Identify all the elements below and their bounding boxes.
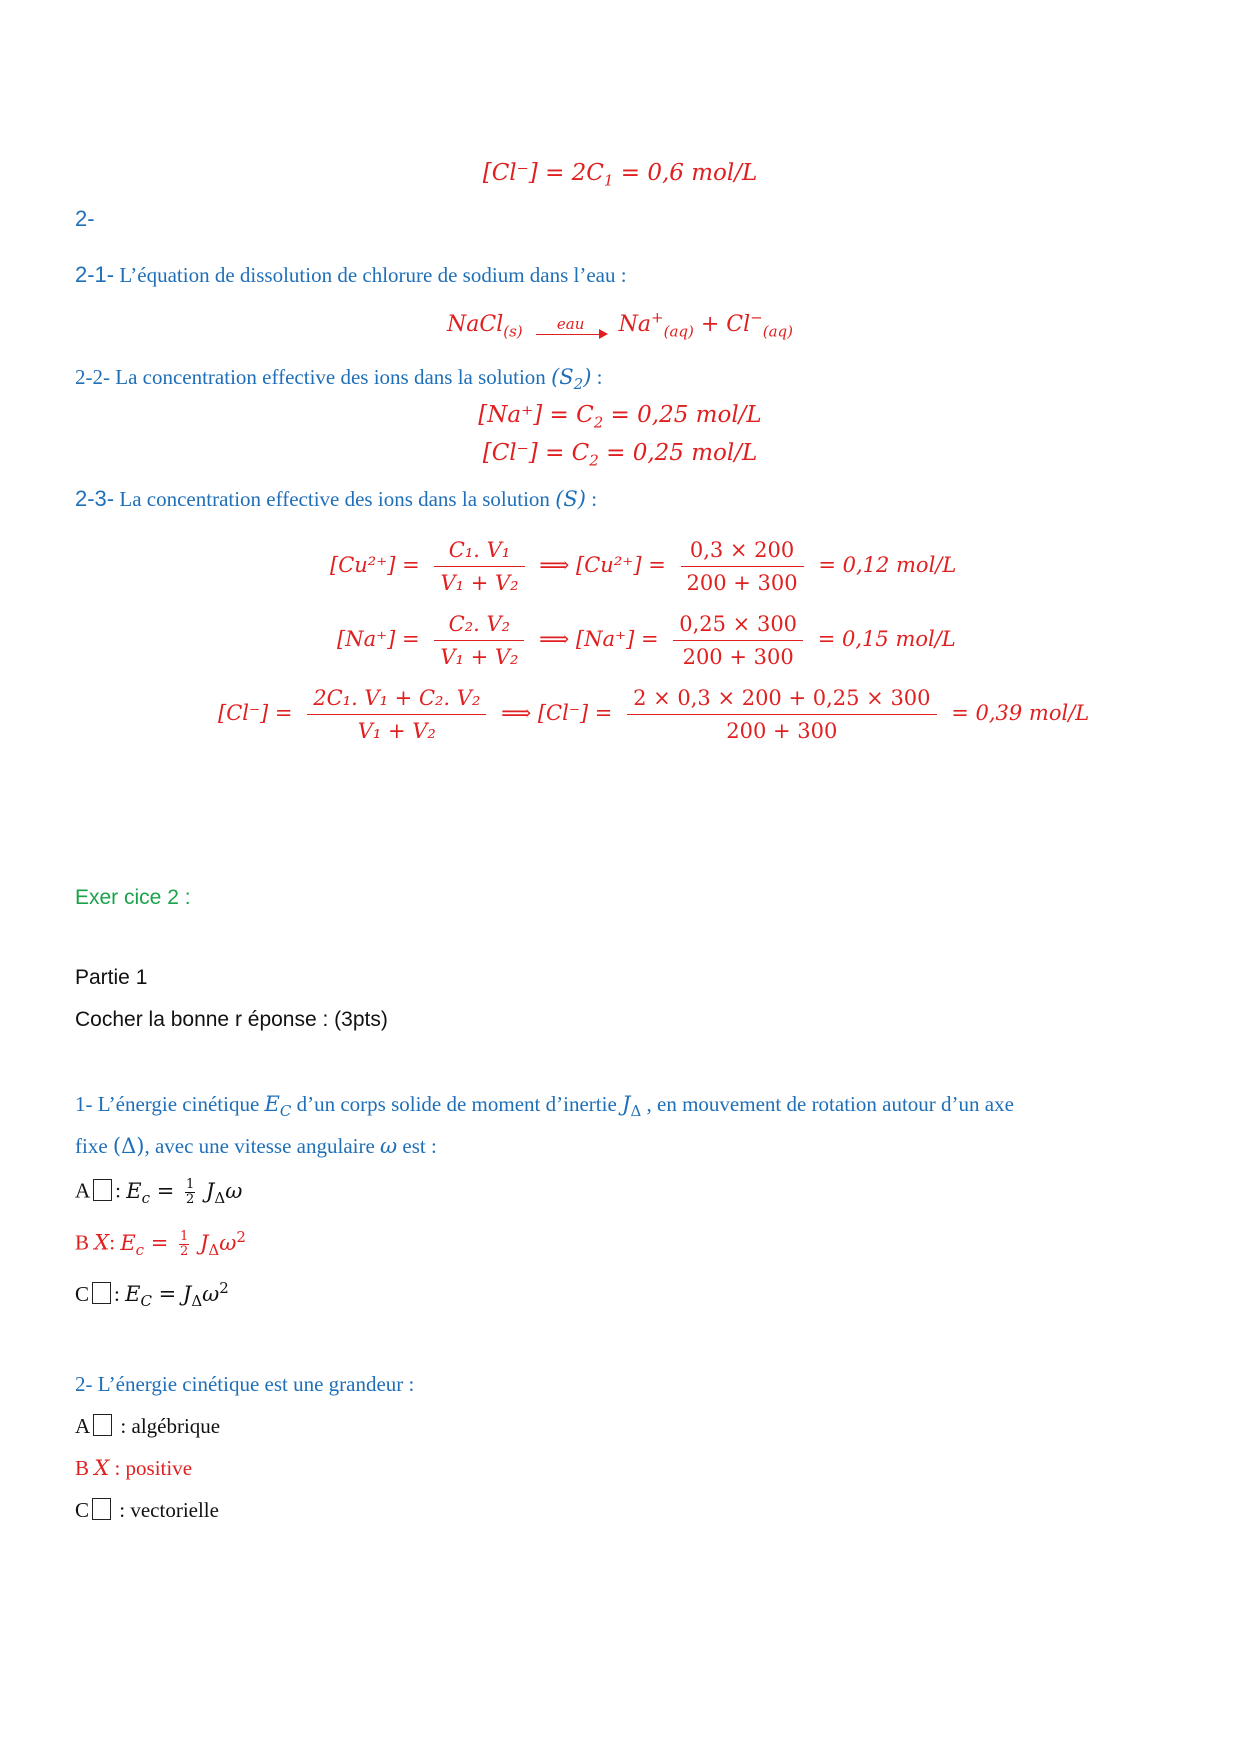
mcq2-option-c[interactable] xyxy=(75,1498,219,1523)
formula-j-sub: Δ xyxy=(208,1240,220,1259)
fraction-half xyxy=(185,1178,195,1206)
formula-lhs: E xyxy=(120,1230,136,1255)
eq-result: = 0,39 mol/L xyxy=(951,701,1090,725)
equation-na-s2 xyxy=(0,402,1240,432)
mcq1-option-b[interactable] xyxy=(75,1227,246,1259)
section-2-label: 2- xyxy=(75,206,95,231)
formula-j: J xyxy=(182,1282,192,1306)
formula-omega: ω xyxy=(202,1282,220,1306)
formula-j: J xyxy=(193,1230,209,1255)
option-letter: C xyxy=(75,1282,90,1306)
fraction-half xyxy=(179,1230,189,1258)
text: est : xyxy=(397,1134,437,1158)
eq-lhs: [Cl⁻] = C xyxy=(482,440,590,466)
implies-lhs: ⟹ [Na⁺] = xyxy=(539,627,659,651)
checkbox[interactable] xyxy=(93,1414,112,1436)
instruction: Cocher la bonne r éponse : (3pts) xyxy=(75,1008,388,1031)
mcq2-option-a[interactable] xyxy=(75,1414,220,1439)
reaction-arrow xyxy=(536,316,606,335)
checkbox[interactable] xyxy=(92,1282,111,1304)
omega-symbol: ω xyxy=(380,1134,398,1158)
equation-cl xyxy=(218,686,1089,743)
eq-lhs: [Cu²⁺] = xyxy=(330,553,420,577)
text: fixe xyxy=(75,1134,113,1158)
formula-power: 2 xyxy=(219,1279,229,1297)
fraction-numeric xyxy=(681,538,804,595)
numerator: 0,25 × 300 xyxy=(673,612,803,641)
question-text: L’équation de dissolution de chlorure de sodium dans l’eau : xyxy=(114,263,627,287)
denominator: 2 xyxy=(180,1244,189,1259)
question-number: 2-1- xyxy=(75,262,115,287)
option-letter: B xyxy=(75,1230,95,1255)
formula-omega: ω xyxy=(219,1230,237,1255)
eq-sub: 1 xyxy=(603,171,614,190)
checkbox[interactable] xyxy=(92,1498,111,1520)
equation-na xyxy=(337,612,956,669)
equation-cl-concentration xyxy=(0,160,1240,190)
delta-symbol: (Δ) xyxy=(112,1134,145,1158)
formula-j: J xyxy=(199,1178,215,1203)
question-tail: : xyxy=(591,365,603,389)
plus-sign: + xyxy=(693,312,727,337)
cl-ion: Cl xyxy=(726,312,751,337)
na-ion: Na xyxy=(618,312,652,337)
fraction-numeric xyxy=(673,612,803,669)
eq-result: = 0,12 mol/L xyxy=(818,553,957,577)
eq-lhs: [Cl⁻] = xyxy=(218,701,293,725)
mcq2-option-b[interactable] xyxy=(75,1456,192,1481)
na-charge: + xyxy=(651,308,664,327)
separator: : xyxy=(114,1282,126,1306)
implies-lhs: ⟹ [Cu²⁺] = xyxy=(539,553,666,577)
arrow-label: eau xyxy=(556,314,585,333)
eq-rhs: = 0,6 mol/L xyxy=(613,160,758,186)
eq-lhs: [Cl⁻] = 2C xyxy=(482,160,604,186)
eq-sub: 2 xyxy=(593,413,604,432)
formula-power: 2 xyxy=(236,1227,246,1246)
equation-cl-s2 xyxy=(0,440,1240,470)
question-2-1 xyxy=(75,262,627,288)
text: 1- L’énergie cinétique xyxy=(75,1092,265,1116)
denominator: V₁ + V₂ xyxy=(440,645,519,669)
denominator: V₁ + V₂ xyxy=(357,719,436,743)
check-mark[interactable]: X xyxy=(94,1230,110,1255)
text: , en mouvement de rotation autour d’un axe xyxy=(641,1092,1014,1116)
eq-lhs: [Na⁺] = xyxy=(337,627,420,651)
denominator: 2 xyxy=(185,1192,195,1207)
equals: = xyxy=(144,1230,176,1255)
solution-sub: 2 xyxy=(573,375,584,394)
numerator: 2C₁. V₁ + C₂. V₂ xyxy=(307,686,486,715)
formula-sub: C xyxy=(140,1292,152,1311)
option-text: : vectorielle xyxy=(114,1498,219,1522)
separator: : xyxy=(115,1178,127,1203)
j-sub: Δ xyxy=(630,1102,642,1121)
denominator: 200 + 300 xyxy=(726,719,838,743)
mcq1-question-line2 xyxy=(75,1134,437,1159)
denominator: 200 + 300 xyxy=(682,645,794,669)
exercise-2-title: Exer cice 2 : xyxy=(75,886,191,909)
ec-symbol: E xyxy=(264,1092,280,1116)
formula-j-sub: Δ xyxy=(214,1188,226,1207)
j-symbol: J xyxy=(622,1092,631,1116)
solution-symbol: S xyxy=(559,365,574,389)
mcq1-question-line1 xyxy=(75,1092,1014,1121)
nacl-formula: NaCl xyxy=(447,312,504,337)
checkbox[interactable] xyxy=(93,1179,112,1201)
text: d’un corps solide de moment d’inertie xyxy=(291,1092,623,1116)
denominator: 200 + 300 xyxy=(686,571,798,595)
dissolution-equation xyxy=(0,308,1240,341)
separator: : xyxy=(109,1230,121,1255)
numerator: C₂. V₂ xyxy=(434,612,524,641)
cl-charge: − xyxy=(750,308,763,327)
question-text: 2-2- La concentration effective des ions dans la solution xyxy=(75,365,552,389)
option-text: : positive xyxy=(109,1456,193,1480)
text: , avec une vitesse angulaire xyxy=(144,1134,381,1158)
na-state: (aq) xyxy=(663,322,694,341)
eq-rhs: = 0,25 mol/L xyxy=(603,402,762,428)
option-text: : algébrique xyxy=(115,1414,221,1438)
formula-lhs: E xyxy=(126,1178,142,1203)
part-1-title: Partie 1 xyxy=(75,966,148,989)
option-letter: A xyxy=(75,1178,91,1203)
mcq2-question: 2- L’énergie cinétique est une grandeur : xyxy=(75,1372,415,1396)
eq-result: = 0,15 mol/L xyxy=(817,627,956,651)
numerator: 1 xyxy=(180,1229,189,1244)
numerator: C₁. V₁ xyxy=(434,538,524,567)
arrow-icon xyxy=(536,334,606,335)
option-letter: A xyxy=(75,1414,91,1438)
solution-symbol: S xyxy=(563,487,578,511)
equals: = xyxy=(151,1282,183,1306)
formula-omega: ω xyxy=(225,1178,243,1203)
option-letter: C xyxy=(75,1498,90,1522)
formula-j-sub: Δ xyxy=(191,1292,203,1311)
formula-sub: c xyxy=(135,1240,145,1259)
mcq1-option-a[interactable] xyxy=(75,1178,242,1206)
formula-lhs: E xyxy=(125,1282,141,1306)
formula-sub: c xyxy=(141,1188,151,1207)
equation-cu xyxy=(330,538,956,595)
question-2-2: 2-2- La concentration effective des ions dans la solution $(S_2)$ : xyxy=(75,365,603,394)
numerator: 2 × 0,3 × 200 + 0,25 × 300 xyxy=(627,686,936,715)
denominator: V₁ + V₂ xyxy=(440,571,519,595)
check-mark[interactable]: X xyxy=(94,1456,110,1480)
eq-rhs: = 0,25 mol/L xyxy=(598,440,758,466)
fraction xyxy=(434,612,524,669)
fraction-numeric xyxy=(627,686,936,743)
eq-lhs: [Na⁺] = C xyxy=(478,402,594,428)
question-text: La concentration effective des ions dans la solution xyxy=(114,487,556,511)
numerator: 1 xyxy=(185,1177,195,1192)
question-number: 2-3- xyxy=(75,486,115,511)
numerator: 0,3 × 200 xyxy=(681,538,804,567)
implies-lhs: ⟹ [Cl⁻] = xyxy=(501,701,613,725)
fraction xyxy=(434,538,524,595)
nacl-state: (s) xyxy=(503,322,523,341)
eq-sub: 2 xyxy=(589,451,599,470)
ec-sub: C xyxy=(279,1102,292,1121)
question-2-3: 2-3- La concentration effective des ions dans la solution (S) : xyxy=(75,486,598,511)
fraction xyxy=(307,686,486,743)
equals: = xyxy=(150,1178,181,1203)
mcq1-option-c[interactable] xyxy=(75,1279,229,1311)
question-tail: : xyxy=(585,487,598,511)
option-letter: B xyxy=(75,1456,95,1480)
cl-state: (aq) xyxy=(762,322,793,341)
